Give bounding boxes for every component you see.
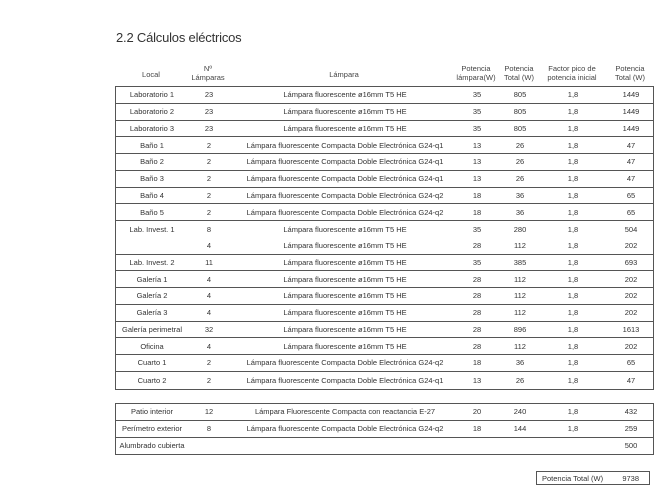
cell-pt: 26 (515, 157, 525, 167)
table-row (116, 421, 653, 438)
cell-tot: 202 (624, 341, 638, 351)
cell-fp: 1,8 (567, 358, 579, 368)
cell-lamp (230, 438, 460, 455)
table-row (116, 255, 653, 272)
table-row (116, 271, 653, 288)
cell-tot: 1449 (622, 107, 640, 117)
cell-lamp: Lámpara fluorescente ø16mm T5 HE (283, 123, 407, 133)
cell-fp: 1,8 (567, 424, 579, 434)
cell-tot: 432 (624, 407, 638, 417)
cell-pl: 28 (472, 291, 482, 301)
cell-num: 2 (206, 358, 212, 368)
header-potencia-total (496, 64, 542, 82)
cell-lamp: Lámpara fluorescente ø16mm T5 HE (283, 107, 407, 117)
cell-lamp: Lámpara fluorescente Compacta Doble Electrónica G24-q2 (246, 207, 444, 217)
cell-tot: 693 (624, 257, 638, 267)
cell-pl: 13 (472, 140, 482, 150)
cell-fp: 1,8 (567, 291, 579, 301)
cell-lamp: Lámpara fluorescente Compacta Doble Electrónica G24-q2 (246, 190, 444, 200)
cell-num: 8 (206, 424, 212, 434)
table-row (116, 104, 653, 121)
header-potencia-lampara (456, 64, 496, 82)
cell-tot: 47 (626, 140, 636, 150)
cell-tot: 47 (626, 375, 636, 385)
total-power-value: 9738 (622, 474, 639, 483)
cell-pt: 805 (513, 107, 527, 117)
cell-local: Laboratorio 3 (129, 123, 175, 133)
cell-pt: 26 (515, 140, 525, 150)
cell-tot: 65 (626, 207, 636, 217)
cell-pl: 18 (472, 358, 482, 368)
cell-pt: 240 (513, 407, 527, 417)
cell-lamp: Lámpara fluorescente ø16mm T5 HE (283, 308, 407, 318)
cell-lamp: Lámpara Fluorescente Compacta con reactancia E-27 (254, 407, 436, 417)
cell-pt: 112 (514, 241, 526, 251)
cell-fp: 1,8 (567, 274, 579, 284)
cell-fp: 1,8 (567, 157, 579, 167)
cell-fp: 1,8 (567, 90, 579, 100)
header-pl-line1: Potencia (461, 64, 491, 73)
cell-tot: 500 (624, 441, 638, 451)
header-num-line2: Lámparas (191, 73, 225, 82)
cell-lamp: Lámpara fluorescente Compacta Doble Electrónica G24-q1 (246, 140, 444, 150)
cell-tot: 65 (626, 358, 636, 368)
cell-local: Baño 2 (140, 157, 164, 167)
cell-lamp: Lámpara fluorescente Compacta Doble Electrónica G24-q1 (246, 157, 444, 167)
cell-pl: 18 (472, 424, 482, 434)
table-row (116, 338, 653, 355)
header-fp-line2: potencia inicial (547, 73, 597, 82)
cell-lamp: Lámpara fluorescente ø16mm T5 HE (283, 291, 407, 301)
header-factor-pico (542, 64, 602, 82)
table-row (116, 404, 653, 421)
total-power-box (536, 471, 650, 485)
cell-pl: 13 (472, 157, 482, 167)
cell-local: Galería 2 (136, 291, 168, 301)
table-row (116, 355, 653, 372)
table-row (116, 204, 653, 221)
cell-pt: 36 (515, 190, 525, 200)
cell-num: 11 (205, 257, 213, 267)
table-row (116, 372, 653, 389)
cell-lamp: Lámpara fluorescente ø16mm T5 HE (283, 241, 407, 251)
cell-pl: 18 (472, 190, 482, 200)
cell-lamp: Lámpara fluorescente Compacta Doble Electrónica G24-q2 (246, 358, 444, 368)
header-num-line1: Nº (203, 64, 213, 73)
cell-lamp: Lámpara fluorescente ø16mm T5 HE (283, 90, 407, 100)
cell-local: Baño 1 (140, 140, 164, 150)
cell-fp: 1,8 (567, 107, 579, 117)
cell-pl: 28 (472, 241, 482, 251)
cell-lamp: Lámpara fluorescente ø16mm T5 HE (283, 257, 407, 267)
table-row (116, 238, 653, 255)
cell-local: Baño 5 (140, 207, 164, 217)
cell-num: 2 (206, 207, 212, 217)
table-row (116, 322, 653, 339)
cell-fp: 1,8 (567, 257, 579, 267)
cell-fp: 1,8 (567, 407, 579, 417)
header-pt-line1: Potencia (504, 64, 534, 73)
cell-fp: 1,8 (567, 123, 579, 133)
cell-local: Galería 1 (136, 274, 168, 284)
table-row (116, 171, 653, 188)
table-row (116, 87, 653, 104)
cell-pt: 36 (515, 207, 525, 217)
header-local: Local (142, 70, 160, 79)
cell-pl: 35 (472, 257, 482, 267)
cell-fp: 1,8 (567, 308, 579, 318)
cell-pt: 112 (514, 341, 526, 351)
cell-tot: 1613 (622, 324, 640, 334)
cell-pl: 28 (472, 324, 482, 334)
lighting-table-exterior (115, 403, 654, 455)
cell-local: Laboratorio 1 (129, 90, 175, 100)
cell-num: 8 (206, 224, 212, 234)
cell-pl: 28 (472, 308, 482, 318)
cell-local: Patio interior (130, 407, 174, 417)
cell-fp (543, 438, 603, 455)
cell-pt: 112 (514, 291, 526, 301)
header-tot-line2: Total (W) (615, 73, 645, 82)
cell-lamp: Lámpara fluorescente ø16mm T5 HE (283, 224, 407, 234)
table-row (116, 438, 653, 455)
cell-num: 2 (206, 375, 212, 385)
cell-num (188, 438, 230, 455)
cell-pl (457, 438, 497, 455)
cell-fp: 1,8 (567, 241, 579, 251)
cell-pt: 385 (513, 257, 527, 267)
cell-pt: 805 (513, 90, 527, 100)
header-fp-line1: Factor pico de (548, 64, 596, 73)
cell-pl: 20 (472, 407, 482, 417)
cell-lamp: Lámpara fluorescente Compacta Doble Electrónica G24-q2 (246, 424, 444, 434)
cell-local: Alumbrado cubierta (119, 441, 185, 451)
cell-num: 4 (206, 308, 212, 318)
cell-tot: 65 (626, 190, 636, 200)
table-row (116, 288, 653, 305)
cell-pl: 18 (472, 207, 482, 217)
table-row (116, 137, 653, 154)
cell-num: 4 (206, 241, 212, 251)
cell-num: 32 (204, 324, 214, 334)
cell-pt: 26 (515, 174, 525, 184)
total-power-label: Potencia Total (W) (542, 474, 604, 483)
header-num-lamparas (187, 64, 229, 82)
table-row (116, 121, 653, 138)
cell-tot: 504 (624, 224, 638, 234)
cell-lamp: Lámpara fluorescente Compacta Doble Electrónica G24-q1 (246, 375, 444, 385)
section-title: 2.2 Cálculos eléctricos (116, 30, 242, 45)
table-row (116, 221, 653, 238)
cell-num: 23 (204, 107, 214, 117)
cell-local: Perímetro exterior (121, 424, 183, 434)
cell-fp: 1,8 (567, 324, 579, 334)
cell-fp: 1,8 (567, 190, 579, 200)
cell-num: 2 (206, 157, 212, 167)
cell-num: 23 (204, 123, 214, 133)
cell-local: Baño 4 (140, 190, 164, 200)
cell-pl: 35 (472, 224, 482, 234)
cell-pt: 144 (513, 424, 527, 434)
cell-pt: 26 (515, 375, 525, 385)
cell-pt: 112 (514, 308, 526, 318)
cell-pl: 35 (472, 90, 482, 100)
cell-pt: 280 (513, 224, 527, 234)
header-pt-line2: Total (W) (504, 73, 534, 82)
cell-num: 4 (206, 274, 212, 284)
cell-pt: 805 (513, 123, 527, 133)
cell-local (116, 238, 188, 254)
cell-pl: 35 (472, 107, 482, 117)
cell-lamp: Lámpara fluorescente ø16mm T5 HE (283, 274, 407, 284)
cell-pt: 36 (515, 358, 525, 368)
cell-num: 2 (206, 140, 212, 150)
cell-lamp: Lámpara fluorescente Compacta Doble Electrónica G24-q1 (246, 174, 444, 184)
cell-fp: 1,8 (567, 341, 579, 351)
cell-fp: 1,8 (567, 375, 579, 385)
cell-num: 23 (204, 90, 214, 100)
cell-num: 4 (206, 341, 212, 351)
cell-local: Cuarto 2 (137, 375, 167, 385)
header-pl-line2: lámpara(W) (456, 73, 496, 82)
cell-local: Laboratorio 2 (129, 107, 175, 117)
table-row (116, 305, 653, 322)
header-lampara: Lámpara (329, 70, 359, 79)
cell-tot: 202 (624, 291, 638, 301)
cell-pl: 28 (472, 341, 482, 351)
lighting-table-interior (115, 86, 654, 390)
cell-lamp: Lámpara fluorescente ø16mm T5 HE (283, 324, 407, 334)
cell-fp: 1,8 (567, 140, 579, 150)
cell-tot: 1449 (622, 123, 640, 133)
cell-local: Galería perimetral (121, 324, 183, 334)
cell-fp: 1,8 (567, 174, 579, 184)
cell-local: Oficina (140, 341, 164, 351)
cell-fp: 1,8 (567, 207, 579, 217)
cell-tot: 202 (624, 241, 638, 251)
cell-num: 4 (206, 291, 212, 301)
cell-pt (497, 438, 543, 455)
cell-tot: 202 (624, 274, 638, 284)
cell-local: Lab. Invest. 1 (129, 224, 175, 234)
cell-tot: 1449 (622, 90, 640, 100)
cell-local: Galería 3 (136, 308, 168, 318)
cell-lamp: Lámpara fluorescente ø16mm T5 HE (283, 341, 407, 351)
cell-fp: 1,8 (567, 224, 579, 234)
cell-pl: 13 (472, 174, 482, 184)
cell-pt: 896 (513, 324, 527, 334)
header-potencia-total-final (602, 64, 658, 82)
cell-tot: 259 (624, 424, 638, 434)
cell-pt: 112 (514, 274, 526, 284)
cell-local: Baño 3 (140, 174, 164, 184)
cell-num: 2 (206, 174, 212, 184)
cell-pl: 35 (472, 123, 482, 133)
cell-tot: 47 (626, 157, 636, 167)
cell-local: Lab. Invest. 2 (129, 257, 175, 267)
cell-tot: 47 (626, 174, 636, 184)
cell-pl: 13 (472, 375, 482, 385)
cell-num: 2 (206, 190, 212, 200)
header-tot-line1: Potencia (615, 64, 645, 73)
table-row (116, 154, 653, 171)
table-row (116, 188, 653, 205)
cell-tot: 202 (624, 308, 638, 318)
cell-pl: 28 (472, 274, 482, 284)
cell-local: Cuarto 1 (137, 358, 167, 368)
cell-num: 12 (204, 407, 214, 417)
